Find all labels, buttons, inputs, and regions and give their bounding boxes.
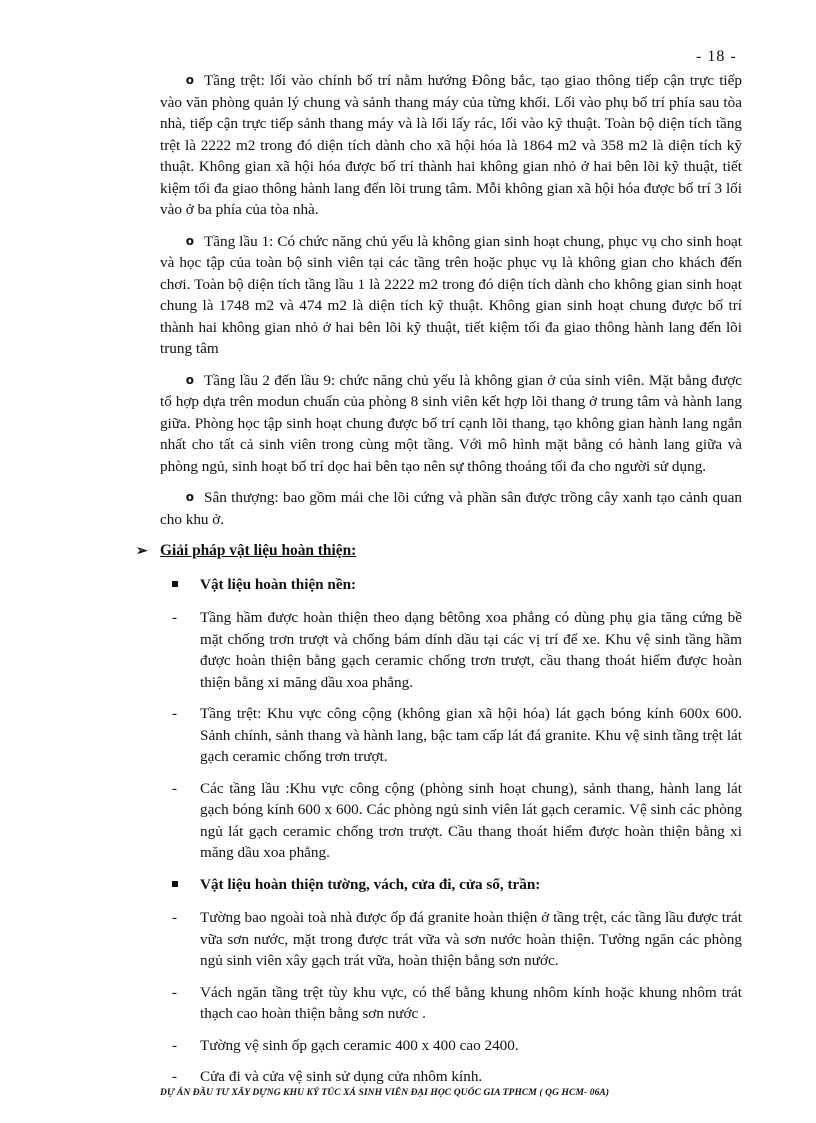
- dash-bullet-icon: -: [172, 779, 178, 797]
- list-item-text: Tầng hầm được hoàn thiện theo dạng bêtông xoa phẳng có dùng phụ gia tăng cứng bề mặt chống trơn trượt và chống bám dính dầu tại các vị trí để xe. Khu vệ sinh tầng hầm được hoàn thiện bằng gạch ceramic chống trơn trượt, cầu thang thoát hiểm được hoàn thiện bằng xi măng dầu xoa phẳng.: [200, 609, 742, 691]
- dash-bullet-icon: -: [172, 909, 178, 926]
- dash-bullet-icon: -: [172, 609, 178, 626]
- circle-bullet-icon: o: [185, 233, 194, 248]
- dash-bullet-icon: -: [172, 1068, 178, 1085]
- square-bullet-icon: [172, 881, 178, 887]
- list-item: [172, 778, 742, 864]
- paragraph-floor-2-9: [160, 370, 742, 478]
- dash-bullet-icon: -: [172, 705, 178, 722]
- list-item: [172, 982, 742, 1025]
- paragraph-text: Tầng lầu 2 đến lầu 9: chức năng chủ yếu là không gian ở của sinh viên. Mặt bằng được tổ hợp dựa trên modun chuẩn của phòng 8 sinh viên kết hợp lõi thang ở trung tâm và hành lang giữa. Phòng học tập sinh hoạt chung được bố trí cạnh lõi thang, tạo không gian hành lang ngắn nhất cho tất cả sinh viên trong cùng một tầng. Với mô hình mặt bằng có hành lang giữa và phòng ngủ, sinh hoạt bố trí dọc hai bên tạo nên sự thông thoáng tối đa cho người sử dụng.: [160, 371, 742, 475]
- list-item: [172, 703, 742, 768]
- list-item-text: Vách ngăn tầng trệt tùy khu vực, có thể bằng khung nhôm kính hoặc khung nhôm trát thạch cao hoàn thiện bằng sơn nước .: [200, 983, 742, 1022]
- list-item-text: Cửa đi và cửa vệ sinh sử dụng cửa nhôm kính.: [200, 1068, 483, 1085]
- paragraph-text: Sân thượng: bao gồm mái che lõi cứng và phần sân được trồng cây xanh tạo cảnh quan cho khu ở.: [160, 489, 742, 528]
- dash-bullet-icon: -: [172, 983, 178, 1001]
- list-item-text: Tầng trệt: Khu vực công cộng (không gian xã hội hóa) lát gạch bóng kính 600x 600. Sảnh chính, sảnh thang và hành lang, bậc tam cấp lát đá granite. Khu vệ sinh tầng trệt lát gạch ceramic chống trơn trượt.: [200, 705, 742, 765]
- dash-bullet-icon: -: [172, 1036, 178, 1054]
- square-bullet-icon: [172, 581, 178, 587]
- circle-bullet-icon: o: [185, 490, 194, 504]
- list-item: [172, 907, 742, 972]
- paragraph-text: Tầng lầu 1: Có chức năng chủ yếu là không gian sinh hoạt chung, phục vụ cho sinh hoạt và học tập của toàn bộ sinh viên tại các tầng trên hoặc phục vụ là không gian cho khách đến chơi. Toàn bộ diện tích tầng lầu 1 là 2222 m2 trong đó diện tích dành cho không gian sinh hoạt chung là 1748 m2 và 474 m2 là diện tích kỹ thuật. Không gian sinh hoạt chung được bố trí thành hai không gian nhỏ ở hai bên lõi kỹ thuật, tiết kiệm tối đa giao thông hành lang đến lõi trung tâm: [160, 232, 742, 357]
- subsection-heading-text: Vật liệu hoàn thiện tường, vách, cửa đi, cửa sổ, trần:: [200, 875, 541, 893]
- list-item: [172, 1066, 742, 1088]
- subsection-heading-wall-finish: [200, 874, 742, 896]
- paragraph-rooftop: [160, 487, 742, 530]
- document-body: [136, 70, 742, 1098]
- page-number: - 18 -: [696, 48, 737, 65]
- section-heading: [136, 540, 742, 562]
- section-heading-text: Giải pháp vật liệu hoàn thiện:: [160, 542, 357, 559]
- list-item: [172, 607, 742, 693]
- list-item-text: Các tầng lầu :Khu vực công cộng (phòng sinh hoạt chung), sảnh thang, hành lang lát gạch bóng kính 600 x 600. Các phòng ngủ sinh viên lát gạch ceramic. Vệ sinh các phòng ngủ lát gạch ceramic chống trơn trượt. Cầu thang thoát hiểm được hoàn thiện bằng xi măng dầu xoa phẳng.: [200, 779, 742, 861]
- subsection-heading-text: Vật liệu hoàn thiện nền:: [200, 575, 357, 593]
- subsection-heading-floor-finish: [200, 574, 742, 596]
- paragraph-ground-floor: [160, 70, 742, 221]
- arrow-bullet-icon: ➢: [136, 544, 148, 559]
- list-item-text: Tường vệ sinh ốp gạch ceramic 400 x 400 cao 2400.: [200, 1036, 519, 1054]
- page-footer: DỰ ÁN ĐẦU TƯ XÂY DỰNG KHU KÝ TÚC XÁ SINH VIÊN ĐẠI HỌC QUỐC GIA TPHCM ( QG HCM- 06A): [160, 1088, 610, 1098]
- list-item: [172, 1035, 742, 1057]
- circle-bullet-icon: o: [185, 73, 194, 87]
- circle-bullet-icon: o: [185, 372, 194, 387]
- paragraph-text: Tầng trệt: lối vào chính bố trí nằm hướng Đông bắc, tạo giao thông tiếp cận trực tiếp vào văn phòng quản lý chung và sảnh thang máy của từng khối. Lối vào phụ bố trí phía sau tòa nhà, tiếp cận trực tiếp sảnh thang máy và là lối lấy rác, lối vào kỹ thuật. Toàn bộ diện tích tầng trệt là 2222 m2 trong đó diện tích dành cho xã hội hóa là 1864 m2 và 358 m2 là diện tích kỹ thuật. Không gian xã hội hóa được bố trí thành hai không gian nhỏ ở hai bên lõi kỹ thuật, tiết kiệm tối đa giao thông hành lang đến lõi trung tâm. Mỗi không gian xã hội hóa được bố trí 3 lối vào ở ba phía của tòa nhà.: [160, 72, 742, 218]
- list-item-text: Tường bao ngoài toà nhà được ốp đá granite hoàn thiện ở tầng trệt, các tầng lầu được trát vữa sơn nước, mặt trong được trát vữa và sơn nước hoàn thiện. Tường ngăn các phòng ngủ sinh viên xây gạch trát vữa, hoàn thiện bằng sơn nước.: [200, 909, 742, 969]
- paragraph-floor-1: [160, 231, 742, 360]
